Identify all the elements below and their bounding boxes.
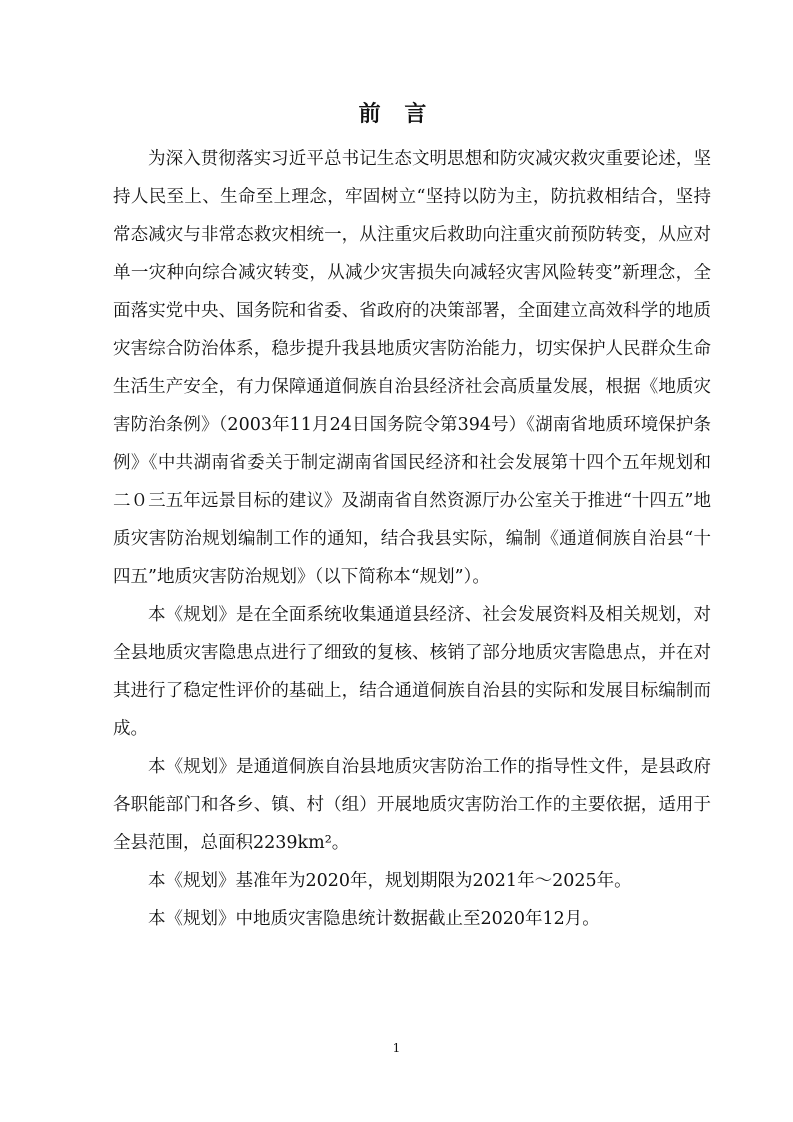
paragraph-1: 为深入贯彻落实习近平总书记生态文明思想和防灾减灾救灾重要论述，坚持人民至上、生命至上理念，牢固树立“坚持以防为主，防抗救相结合，坚持常态减灾与非常态救灾相统一，从注重灾后救助向注重灾前预防转变，从应对单一灾种向综合减灾转变，从减少灾害损失向减轻灾害风险转变”新理念，全面落实党中央、国务院和省委、省政府的决策部署，全面建立高效科学的地质灾害综合防治体系，稳步提升我县地质灾害防治能力，切实保护人民群众生命生活生产安全，有力保障通道侗族自治县经济社会高质量发展，根据《地质灾害防治条例》（2003年11月24日国务院令第394号）《湖南省地质环境保护条例》《中共湖南省委关于制定湖南省国民经济和社会发展第十四个五年规划和二０三五年远景目标的建议》及湖南省自然资源厅办公室关于推进“十四五”地质灾害防治规划编制工作的通知，结合我县实际，编制《通道侗族自治县“十四五”地质灾害防治规划》（以下简称本“规划”）。: [113, 149, 711, 587]
paragraph-5: 本《规划》中地质灾害隐患统计数据截止至2020年12月。: [148, 909, 600, 929]
page-number: 1: [392, 1041, 401, 1055]
page-title: 前 言: [358, 102, 435, 127]
paragraph-4: 本《规划》基准年为2020年，规划期限为2021年～2025年。: [148, 871, 632, 891]
preface-body: [113, 140, 711, 938]
paragraph-2: 本《规划》是在全面系统收集通道县经济、社会发展资料及相关规划，对全县地质灾害隐患点进行了细致的复核、核销了部分地质灾害隐患点，并在对其进行了稳定性评价的基础上，结合通道侗族自治县的实际和发展目标编制而成。: [113, 605, 711, 739]
paragraph-3: 本《规划》是通道侗族自治县地质灾害防治工作的指导性文件，是县政府各职能部门和各乡、镇、村（组）开展地质灾害防治工作的主要依据，适用于全县范围，总面积2239km²。: [113, 757, 711, 853]
